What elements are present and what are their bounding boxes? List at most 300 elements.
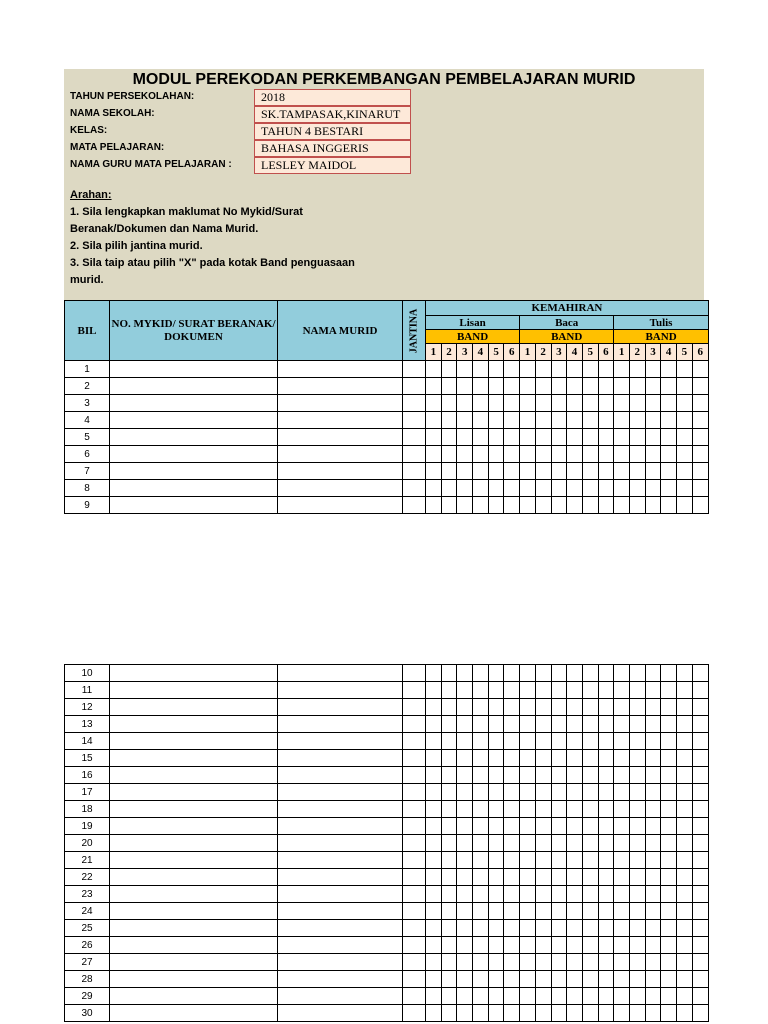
band-cell[interactable] xyxy=(551,1005,567,1022)
gender-cell[interactable] xyxy=(403,463,426,480)
band-cell[interactable] xyxy=(645,361,661,378)
band-cell[interactable] xyxy=(614,971,630,988)
band-cell[interactable] xyxy=(520,699,536,716)
band-cell[interactable] xyxy=(551,750,567,767)
band-cell[interactable] xyxy=(677,361,693,378)
band-cell[interactable] xyxy=(567,480,583,497)
band-cell[interactable] xyxy=(441,937,457,954)
band-cell[interactable] xyxy=(551,699,567,716)
band-cell[interactable] xyxy=(661,1005,677,1022)
band-cell[interactable] xyxy=(614,446,630,463)
band-cell[interactable] xyxy=(598,767,614,784)
mykid-cell[interactable] xyxy=(110,818,278,835)
band-cell[interactable] xyxy=(504,852,520,869)
student-name-cell[interactable] xyxy=(278,463,403,480)
band-cell[interactable] xyxy=(567,971,583,988)
band-cell[interactable] xyxy=(645,818,661,835)
band-cell[interactable] xyxy=(441,818,457,835)
band-cell[interactable] xyxy=(645,497,661,514)
band-cell[interactable] xyxy=(677,937,693,954)
band-cell[interactable] xyxy=(473,869,489,886)
band-cell[interactable] xyxy=(457,818,473,835)
student-name-cell[interactable] xyxy=(278,361,403,378)
band-cell[interactable] xyxy=(567,361,583,378)
student-name-cell[interactable] xyxy=(278,716,403,733)
band-cell[interactable] xyxy=(598,954,614,971)
band-cell[interactable] xyxy=(535,497,551,514)
band-cell[interactable] xyxy=(457,954,473,971)
band-cell[interactable] xyxy=(598,480,614,497)
band-cell[interactable] xyxy=(567,869,583,886)
band-cell[interactable] xyxy=(692,699,708,716)
band-cell[interactable] xyxy=(426,801,442,818)
band-cell[interactable] xyxy=(504,361,520,378)
mykid-cell[interactable] xyxy=(110,784,278,801)
band-cell[interactable] xyxy=(614,767,630,784)
band-cell[interactable] xyxy=(488,665,504,682)
gender-cell[interactable] xyxy=(403,920,426,937)
mykid-cell[interactable] xyxy=(110,480,278,497)
band-cell[interactable] xyxy=(504,971,520,988)
band-cell[interactable] xyxy=(504,784,520,801)
band-cell[interactable] xyxy=(520,903,536,920)
band-cell[interactable] xyxy=(645,733,661,750)
band-cell[interactable] xyxy=(441,971,457,988)
band-cell[interactable] xyxy=(551,497,567,514)
band-cell[interactable] xyxy=(614,497,630,514)
band-cell[interactable] xyxy=(488,463,504,480)
band-cell[interactable] xyxy=(441,988,457,1005)
band-cell[interactable] xyxy=(504,801,520,818)
student-name-cell[interactable] xyxy=(278,801,403,818)
band-cell[interactable] xyxy=(441,954,457,971)
band-cell[interactable] xyxy=(692,429,708,446)
band-cell[interactable] xyxy=(598,699,614,716)
band-cell[interactable] xyxy=(661,463,677,480)
band-cell[interactable] xyxy=(504,886,520,903)
band-cell[interactable] xyxy=(488,835,504,852)
band-cell[interactable] xyxy=(426,665,442,682)
band-cell[interactable] xyxy=(598,682,614,699)
gender-cell[interactable] xyxy=(403,665,426,682)
band-cell[interactable] xyxy=(535,750,551,767)
student-name-cell[interactable] xyxy=(278,886,403,903)
band-cell[interactable] xyxy=(629,395,645,412)
band-cell[interactable] xyxy=(598,665,614,682)
student-name-cell[interactable] xyxy=(278,1005,403,1022)
band-cell[interactable] xyxy=(629,750,645,767)
band-cell[interactable] xyxy=(598,497,614,514)
band-cell[interactable] xyxy=(614,852,630,869)
band-cell[interactable] xyxy=(692,497,708,514)
band-cell[interactable] xyxy=(661,869,677,886)
band-cell[interactable] xyxy=(457,920,473,937)
field-value-school[interactable]: SK.TAMPASAK,KINARUT xyxy=(254,106,411,123)
band-cell[interactable] xyxy=(488,954,504,971)
band-cell[interactable] xyxy=(567,988,583,1005)
band-cell[interactable] xyxy=(441,378,457,395)
band-cell[interactable] xyxy=(535,801,551,818)
band-cell[interactable] xyxy=(645,886,661,903)
band-cell[interactable] xyxy=(661,835,677,852)
band-cell[interactable] xyxy=(488,801,504,818)
gender-cell[interactable] xyxy=(403,412,426,429)
band-cell[interactable] xyxy=(661,699,677,716)
band-cell[interactable] xyxy=(520,429,536,446)
band-cell[interactable] xyxy=(441,665,457,682)
band-cell[interactable] xyxy=(645,665,661,682)
band-cell[interactable] xyxy=(629,361,645,378)
band-cell[interactable] xyxy=(582,954,598,971)
student-name-cell[interactable] xyxy=(278,784,403,801)
mykid-cell[interactable] xyxy=(110,886,278,903)
band-cell[interactable] xyxy=(504,446,520,463)
band-cell[interactable] xyxy=(426,920,442,937)
band-cell[interactable] xyxy=(677,497,693,514)
band-cell[interactable] xyxy=(520,750,536,767)
band-cell[interactable] xyxy=(692,412,708,429)
band-cell[interactable] xyxy=(426,767,442,784)
mykid-cell[interactable] xyxy=(110,361,278,378)
band-cell[interactable] xyxy=(677,682,693,699)
band-cell[interactable] xyxy=(441,361,457,378)
band-cell[interactable] xyxy=(551,665,567,682)
band-cell[interactable] xyxy=(629,699,645,716)
band-cell[interactable] xyxy=(582,733,598,750)
band-cell[interactable] xyxy=(488,699,504,716)
band-cell[interactable] xyxy=(692,463,708,480)
band-cell[interactable] xyxy=(457,903,473,920)
band-cell[interactable] xyxy=(629,886,645,903)
band-cell[interactable] xyxy=(598,412,614,429)
band-cell[interactable] xyxy=(457,480,473,497)
band-cell[interactable] xyxy=(614,463,630,480)
band-cell[interactable] xyxy=(535,463,551,480)
band-cell[interactable] xyxy=(488,716,504,733)
band-cell[interactable] xyxy=(520,835,536,852)
band-cell[interactable] xyxy=(677,463,693,480)
mykid-cell[interactable] xyxy=(110,716,278,733)
gender-cell[interactable] xyxy=(403,852,426,869)
band-cell[interactable] xyxy=(598,395,614,412)
band-cell[interactable] xyxy=(473,784,489,801)
band-cell[interactable] xyxy=(645,682,661,699)
band-cell[interactable] xyxy=(426,750,442,767)
band-cell[interactable] xyxy=(457,429,473,446)
band-cell[interactable] xyxy=(582,665,598,682)
band-cell[interactable] xyxy=(441,497,457,514)
band-cell[interactable] xyxy=(582,920,598,937)
band-cell[interactable] xyxy=(661,378,677,395)
band-cell[interactable] xyxy=(520,937,536,954)
gender-cell[interactable] xyxy=(403,378,426,395)
band-cell[interactable] xyxy=(661,954,677,971)
band-cell[interactable] xyxy=(661,361,677,378)
band-cell[interactable] xyxy=(426,412,442,429)
band-cell[interactable] xyxy=(629,497,645,514)
band-cell[interactable] xyxy=(582,716,598,733)
band-cell[interactable] xyxy=(473,750,489,767)
band-cell[interactable] xyxy=(457,446,473,463)
student-name-cell[interactable] xyxy=(278,818,403,835)
band-cell[interactable] xyxy=(535,361,551,378)
band-cell[interactable] xyxy=(614,682,630,699)
mykid-cell[interactable] xyxy=(110,954,278,971)
band-cell[interactable] xyxy=(520,767,536,784)
band-cell[interactable] xyxy=(677,699,693,716)
band-cell[interactable] xyxy=(598,446,614,463)
band-cell[interactable] xyxy=(677,480,693,497)
band-cell[interactable] xyxy=(645,852,661,869)
band-cell[interactable] xyxy=(692,716,708,733)
band-cell[interactable] xyxy=(520,801,536,818)
band-cell[interactable] xyxy=(645,971,661,988)
mykid-cell[interactable] xyxy=(110,665,278,682)
gender-cell[interactable] xyxy=(403,818,426,835)
gender-cell[interactable] xyxy=(403,750,426,767)
band-cell[interactable] xyxy=(473,378,489,395)
band-cell[interactable] xyxy=(551,988,567,1005)
gender-cell[interactable] xyxy=(403,446,426,463)
band-cell[interactable] xyxy=(567,429,583,446)
band-cell[interactable] xyxy=(488,937,504,954)
field-value-subject[interactable]: BAHASA INGGERIS xyxy=(254,140,411,157)
band-cell[interactable] xyxy=(661,801,677,818)
band-cell[interactable] xyxy=(551,463,567,480)
band-cell[interactable] xyxy=(598,886,614,903)
band-cell[interactable] xyxy=(582,886,598,903)
band-cell[interactable] xyxy=(504,920,520,937)
band-cell[interactable] xyxy=(488,733,504,750)
band-cell[interactable] xyxy=(535,869,551,886)
band-cell[interactable] xyxy=(677,954,693,971)
band-cell[interactable] xyxy=(692,446,708,463)
band-cell[interactable] xyxy=(629,937,645,954)
band-cell[interactable] xyxy=(535,988,551,1005)
band-cell[interactable] xyxy=(614,395,630,412)
band-cell[interactable] xyxy=(645,480,661,497)
band-cell[interactable] xyxy=(582,361,598,378)
band-cell[interactable] xyxy=(457,463,473,480)
band-cell[interactable] xyxy=(520,733,536,750)
band-cell[interactable] xyxy=(426,886,442,903)
band-cell[interactable] xyxy=(551,852,567,869)
band-cell[interactable] xyxy=(520,446,536,463)
band-cell[interactable] xyxy=(629,665,645,682)
band-cell[interactable] xyxy=(488,480,504,497)
gender-cell[interactable] xyxy=(403,497,426,514)
band-cell[interactable] xyxy=(520,463,536,480)
band-cell[interactable] xyxy=(582,497,598,514)
band-cell[interactable] xyxy=(473,699,489,716)
band-cell[interactable] xyxy=(520,869,536,886)
band-cell[interactable] xyxy=(645,446,661,463)
band-cell[interactable] xyxy=(473,852,489,869)
band-cell[interactable] xyxy=(473,446,489,463)
band-cell[interactable] xyxy=(457,378,473,395)
band-cell[interactable] xyxy=(582,784,598,801)
band-cell[interactable] xyxy=(504,903,520,920)
band-cell[interactable] xyxy=(661,886,677,903)
band-cell[interactable] xyxy=(426,954,442,971)
student-name-cell[interactable] xyxy=(278,903,403,920)
band-cell[interactable] xyxy=(488,903,504,920)
band-cell[interactable] xyxy=(629,903,645,920)
band-cell[interactable] xyxy=(567,1005,583,1022)
mykid-cell[interactable] xyxy=(110,750,278,767)
band-cell[interactable] xyxy=(488,412,504,429)
band-cell[interactable] xyxy=(629,784,645,801)
band-cell[interactable] xyxy=(677,446,693,463)
band-cell[interactable] xyxy=(614,886,630,903)
band-cell[interactable] xyxy=(661,429,677,446)
band-cell[interactable] xyxy=(629,378,645,395)
gender-cell[interactable] xyxy=(403,784,426,801)
band-cell[interactable] xyxy=(645,835,661,852)
band-cell[interactable] xyxy=(614,378,630,395)
band-cell[interactable] xyxy=(473,818,489,835)
band-cell[interactable] xyxy=(504,665,520,682)
band-cell[interactable] xyxy=(426,852,442,869)
gender-cell[interactable] xyxy=(403,971,426,988)
band-cell[interactable] xyxy=(441,429,457,446)
band-cell[interactable] xyxy=(488,971,504,988)
band-cell[interactable] xyxy=(614,750,630,767)
mykid-cell[interactable] xyxy=(110,497,278,514)
band-cell[interactable] xyxy=(520,665,536,682)
band-cell[interactable] xyxy=(661,395,677,412)
band-cell[interactable] xyxy=(504,869,520,886)
band-cell[interactable] xyxy=(629,818,645,835)
band-cell[interactable] xyxy=(598,1005,614,1022)
band-cell[interactable] xyxy=(567,716,583,733)
band-cell[interactable] xyxy=(582,937,598,954)
band-cell[interactable] xyxy=(582,835,598,852)
band-cell[interactable] xyxy=(677,378,693,395)
band-cell[interactable] xyxy=(551,903,567,920)
band-cell[interactable] xyxy=(614,665,630,682)
band-cell[interactable] xyxy=(504,954,520,971)
band-cell[interactable] xyxy=(645,937,661,954)
band-cell[interactable] xyxy=(629,429,645,446)
mykid-cell[interactable] xyxy=(110,971,278,988)
band-cell[interactable] xyxy=(473,954,489,971)
band-cell[interactable] xyxy=(629,835,645,852)
band-cell[interactable] xyxy=(629,463,645,480)
mykid-cell[interactable] xyxy=(110,463,278,480)
band-cell[interactable] xyxy=(426,835,442,852)
gender-cell[interactable] xyxy=(403,1005,426,1022)
band-cell[interactable] xyxy=(551,716,567,733)
band-cell[interactable] xyxy=(629,767,645,784)
band-cell[interactable] xyxy=(692,954,708,971)
band-cell[interactable] xyxy=(426,463,442,480)
student-name-cell[interactable] xyxy=(278,767,403,784)
student-name-cell[interactable] xyxy=(278,378,403,395)
band-cell[interactable] xyxy=(677,801,693,818)
band-cell[interactable] xyxy=(551,971,567,988)
band-cell[interactable] xyxy=(441,835,457,852)
band-cell[interactable] xyxy=(551,446,567,463)
band-cell[interactable] xyxy=(457,733,473,750)
band-cell[interactable] xyxy=(457,699,473,716)
band-cell[interactable] xyxy=(504,733,520,750)
band-cell[interactable] xyxy=(582,463,598,480)
band-cell[interactable] xyxy=(645,378,661,395)
band-cell[interactable] xyxy=(488,767,504,784)
band-cell[interactable] xyxy=(535,784,551,801)
band-cell[interactable] xyxy=(520,480,536,497)
band-cell[interactable] xyxy=(677,716,693,733)
student-name-cell[interactable] xyxy=(278,750,403,767)
band-cell[interactable] xyxy=(488,395,504,412)
gender-cell[interactable] xyxy=(403,767,426,784)
gender-cell[interactable] xyxy=(403,903,426,920)
band-cell[interactable] xyxy=(535,412,551,429)
band-cell[interactable] xyxy=(426,480,442,497)
band-cell[interactable] xyxy=(520,412,536,429)
band-cell[interactable] xyxy=(645,750,661,767)
band-cell[interactable] xyxy=(457,988,473,1005)
band-cell[interactable] xyxy=(473,801,489,818)
band-cell[interactable] xyxy=(520,1005,536,1022)
band-cell[interactable] xyxy=(535,886,551,903)
band-cell[interactable] xyxy=(645,429,661,446)
band-cell[interactable] xyxy=(457,497,473,514)
band-cell[interactable] xyxy=(535,733,551,750)
band-cell[interactable] xyxy=(692,920,708,937)
band-cell[interactable] xyxy=(488,784,504,801)
band-cell[interactable] xyxy=(582,903,598,920)
band-cell[interactable] xyxy=(535,429,551,446)
field-value-teacher[interactable]: LESLEY MAIDOL xyxy=(254,157,411,174)
band-cell[interactable] xyxy=(692,937,708,954)
band-cell[interactable] xyxy=(677,852,693,869)
band-cell[interactable] xyxy=(441,869,457,886)
band-cell[interactable] xyxy=(661,750,677,767)
band-cell[interactable] xyxy=(535,446,551,463)
band-cell[interactable] xyxy=(614,1005,630,1022)
band-cell[interactable] xyxy=(457,665,473,682)
band-cell[interactable] xyxy=(614,699,630,716)
band-cell[interactable] xyxy=(426,429,442,446)
band-cell[interactable] xyxy=(488,852,504,869)
mykid-cell[interactable] xyxy=(110,1005,278,1022)
band-cell[interactable] xyxy=(441,480,457,497)
band-cell[interactable] xyxy=(535,937,551,954)
band-cell[interactable] xyxy=(677,988,693,1005)
mykid-cell[interactable] xyxy=(110,937,278,954)
band-cell[interactable] xyxy=(692,903,708,920)
band-cell[interactable] xyxy=(598,361,614,378)
band-cell[interactable] xyxy=(488,682,504,699)
band-cell[interactable] xyxy=(614,480,630,497)
band-cell[interactable] xyxy=(567,954,583,971)
band-cell[interactable] xyxy=(661,446,677,463)
band-cell[interactable] xyxy=(614,429,630,446)
student-name-cell[interactable] xyxy=(278,412,403,429)
mykid-cell[interactable] xyxy=(110,412,278,429)
band-cell[interactable] xyxy=(426,937,442,954)
band-cell[interactable] xyxy=(441,1005,457,1022)
student-name-cell[interactable] xyxy=(278,937,403,954)
band-cell[interactable] xyxy=(677,818,693,835)
band-cell[interactable] xyxy=(598,835,614,852)
band-cell[interactable] xyxy=(645,903,661,920)
band-cell[interactable] xyxy=(535,480,551,497)
band-cell[interactable] xyxy=(457,750,473,767)
gender-cell[interactable] xyxy=(403,429,426,446)
